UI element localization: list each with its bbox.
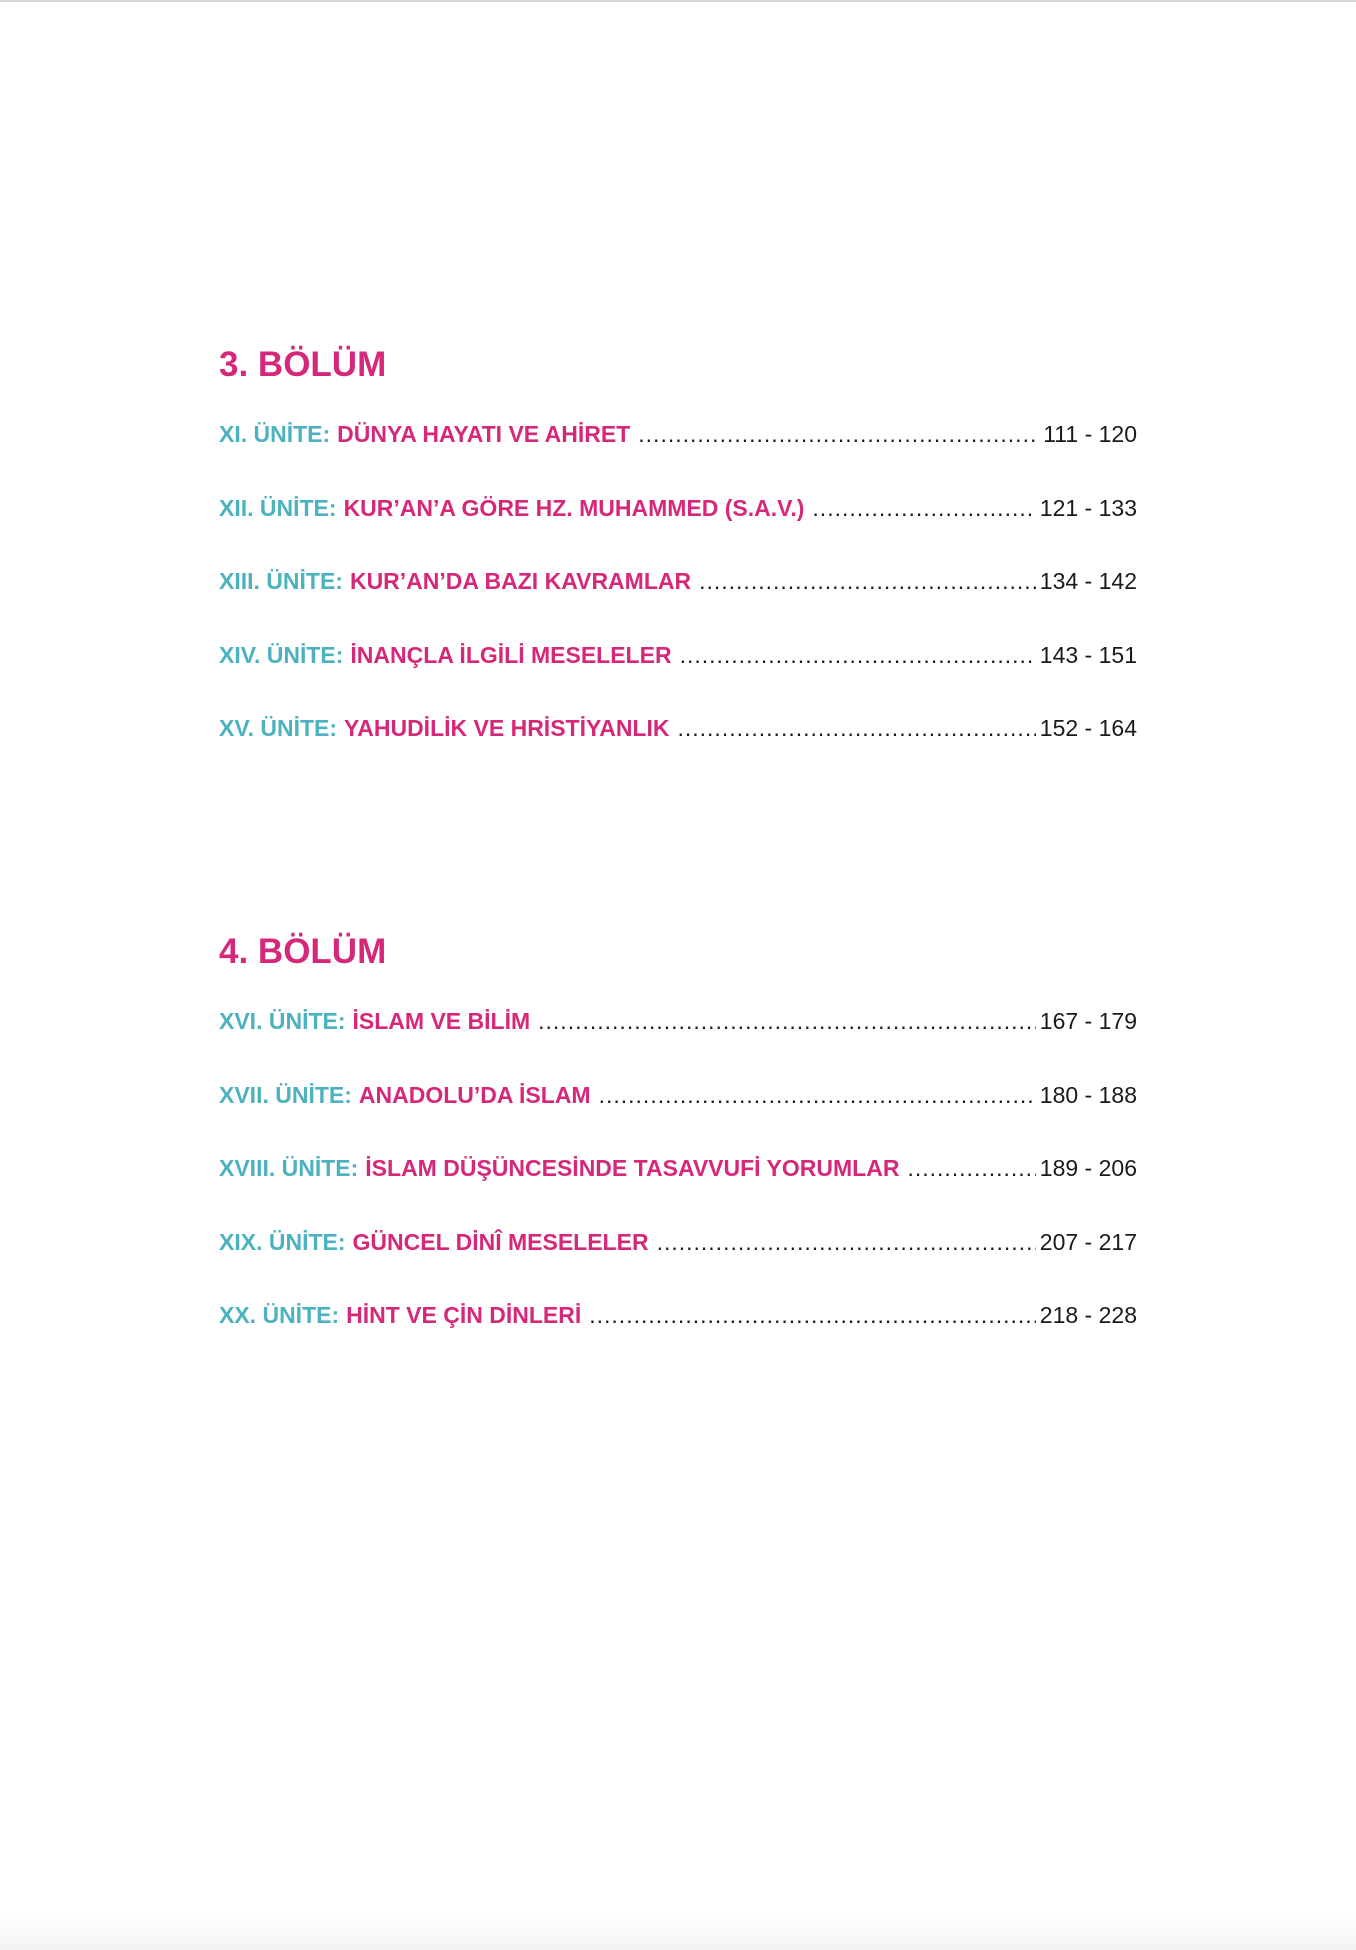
unit-title: DÜNYA HAYATI VE AHİRET [337, 421, 631, 447]
toc-entry[interactable] [219, 1300, 1137, 1374]
page-range: 167 - 179 [1039, 1008, 1137, 1034]
page-range: 189 - 206 [1039, 1155, 1137, 1181]
section-title: 4. BÖLÜM [219, 932, 387, 971]
unit-title: YAHUDİLİK VE HRİSTİYANLIK [344, 715, 670, 741]
unit-label: XIV. ÜNİTE: [219, 641, 344, 668]
page-range: 111 - 120 [1043, 421, 1137, 447]
unit-title: İSLAM DÜŞÜNCESİNDE TASAVVUFİ YORUMLAR [365, 1155, 900, 1181]
unit-title: İNANÇLA İLGİLİ MESELELER [350, 641, 672, 668]
top-border [0, 0, 1356, 2]
toc-entry[interactable] [219, 640, 1137, 714]
unit-title: GÜNCEL DİNÎ MESELELER [352, 1228, 649, 1255]
toc-entry[interactable] [219, 419, 1137, 493]
dot-leader [699, 566, 1036, 596]
toc-entry[interactable] [219, 1080, 1137, 1154]
toc-entry[interactable] [219, 713, 1137, 787]
page-range: 152 - 164 [1039, 715, 1137, 741]
dot-leader [907, 1153, 1035, 1183]
unit-title: HİNT VE ÇİN DİNLERİ [346, 1302, 582, 1328]
toc-entry[interactable] [219, 1227, 1137, 1301]
dot-leader [812, 493, 1035, 523]
dot-leader [589, 1300, 1036, 1330]
page-range: 218 - 228 [1039, 1302, 1137, 1328]
unit-label: XVII. ÜNİTE: [219, 1081, 352, 1108]
unit-label: XIII. ÜNİTE: [219, 568, 343, 594]
page-range: 121 - 133 [1039, 494, 1137, 521]
dot-leader [599, 1080, 1036, 1110]
unit-title: KUR’AN’A GÖRE HZ. MUHAMMED (S.A.V.) [343, 494, 805, 521]
dot-leader [657, 1227, 1036, 1257]
section-title: 3. BÖLÜM [219, 345, 387, 384]
dot-leader [638, 419, 1039, 449]
toc-entry[interactable] [219, 1153, 1137, 1227]
toc-entry[interactable] [219, 566, 1137, 640]
unit-label: XVI. ÜNİTE: [219, 1008, 346, 1034]
toc-entry[interactable] [219, 1006, 1137, 1080]
toc-entry[interactable] [219, 493, 1137, 567]
page-range: 143 - 151 [1039, 641, 1137, 668]
unit-label: XII. ÜNİTE: [219, 494, 337, 521]
section-3 [219, 343, 1137, 787]
page-range: 207 - 217 [1039, 1228, 1137, 1255]
unit-label: XI. ÜNİTE: [219, 421, 331, 447]
unit-title: İSLAM VE BİLİM [352, 1008, 531, 1034]
unit-title: KUR’AN’DA BAZI KAVRAMLAR [349, 568, 692, 594]
unit-label: XIX. ÜNİTE: [219, 1228, 346, 1255]
dot-leader [677, 713, 1035, 743]
toc-list [219, 419, 1137, 787]
bottom-shade [0, 1910, 1356, 1950]
unit-label: XVIII. ÜNİTE: [219, 1155, 359, 1181]
unit-label: XV. ÜNİTE: [219, 715, 338, 741]
unit-title: ANADOLU’DA İSLAM [358, 1081, 591, 1108]
page-range: 180 - 188 [1039, 1081, 1137, 1108]
dot-leader [538, 1006, 1036, 1036]
dot-leader [680, 640, 1036, 670]
toc-list [219, 1006, 1137, 1374]
section-4 [219, 930, 1137, 1374]
page-range: 134 - 142 [1039, 568, 1137, 594]
unit-label: XX. ÜNİTE: [219, 1302, 340, 1328]
